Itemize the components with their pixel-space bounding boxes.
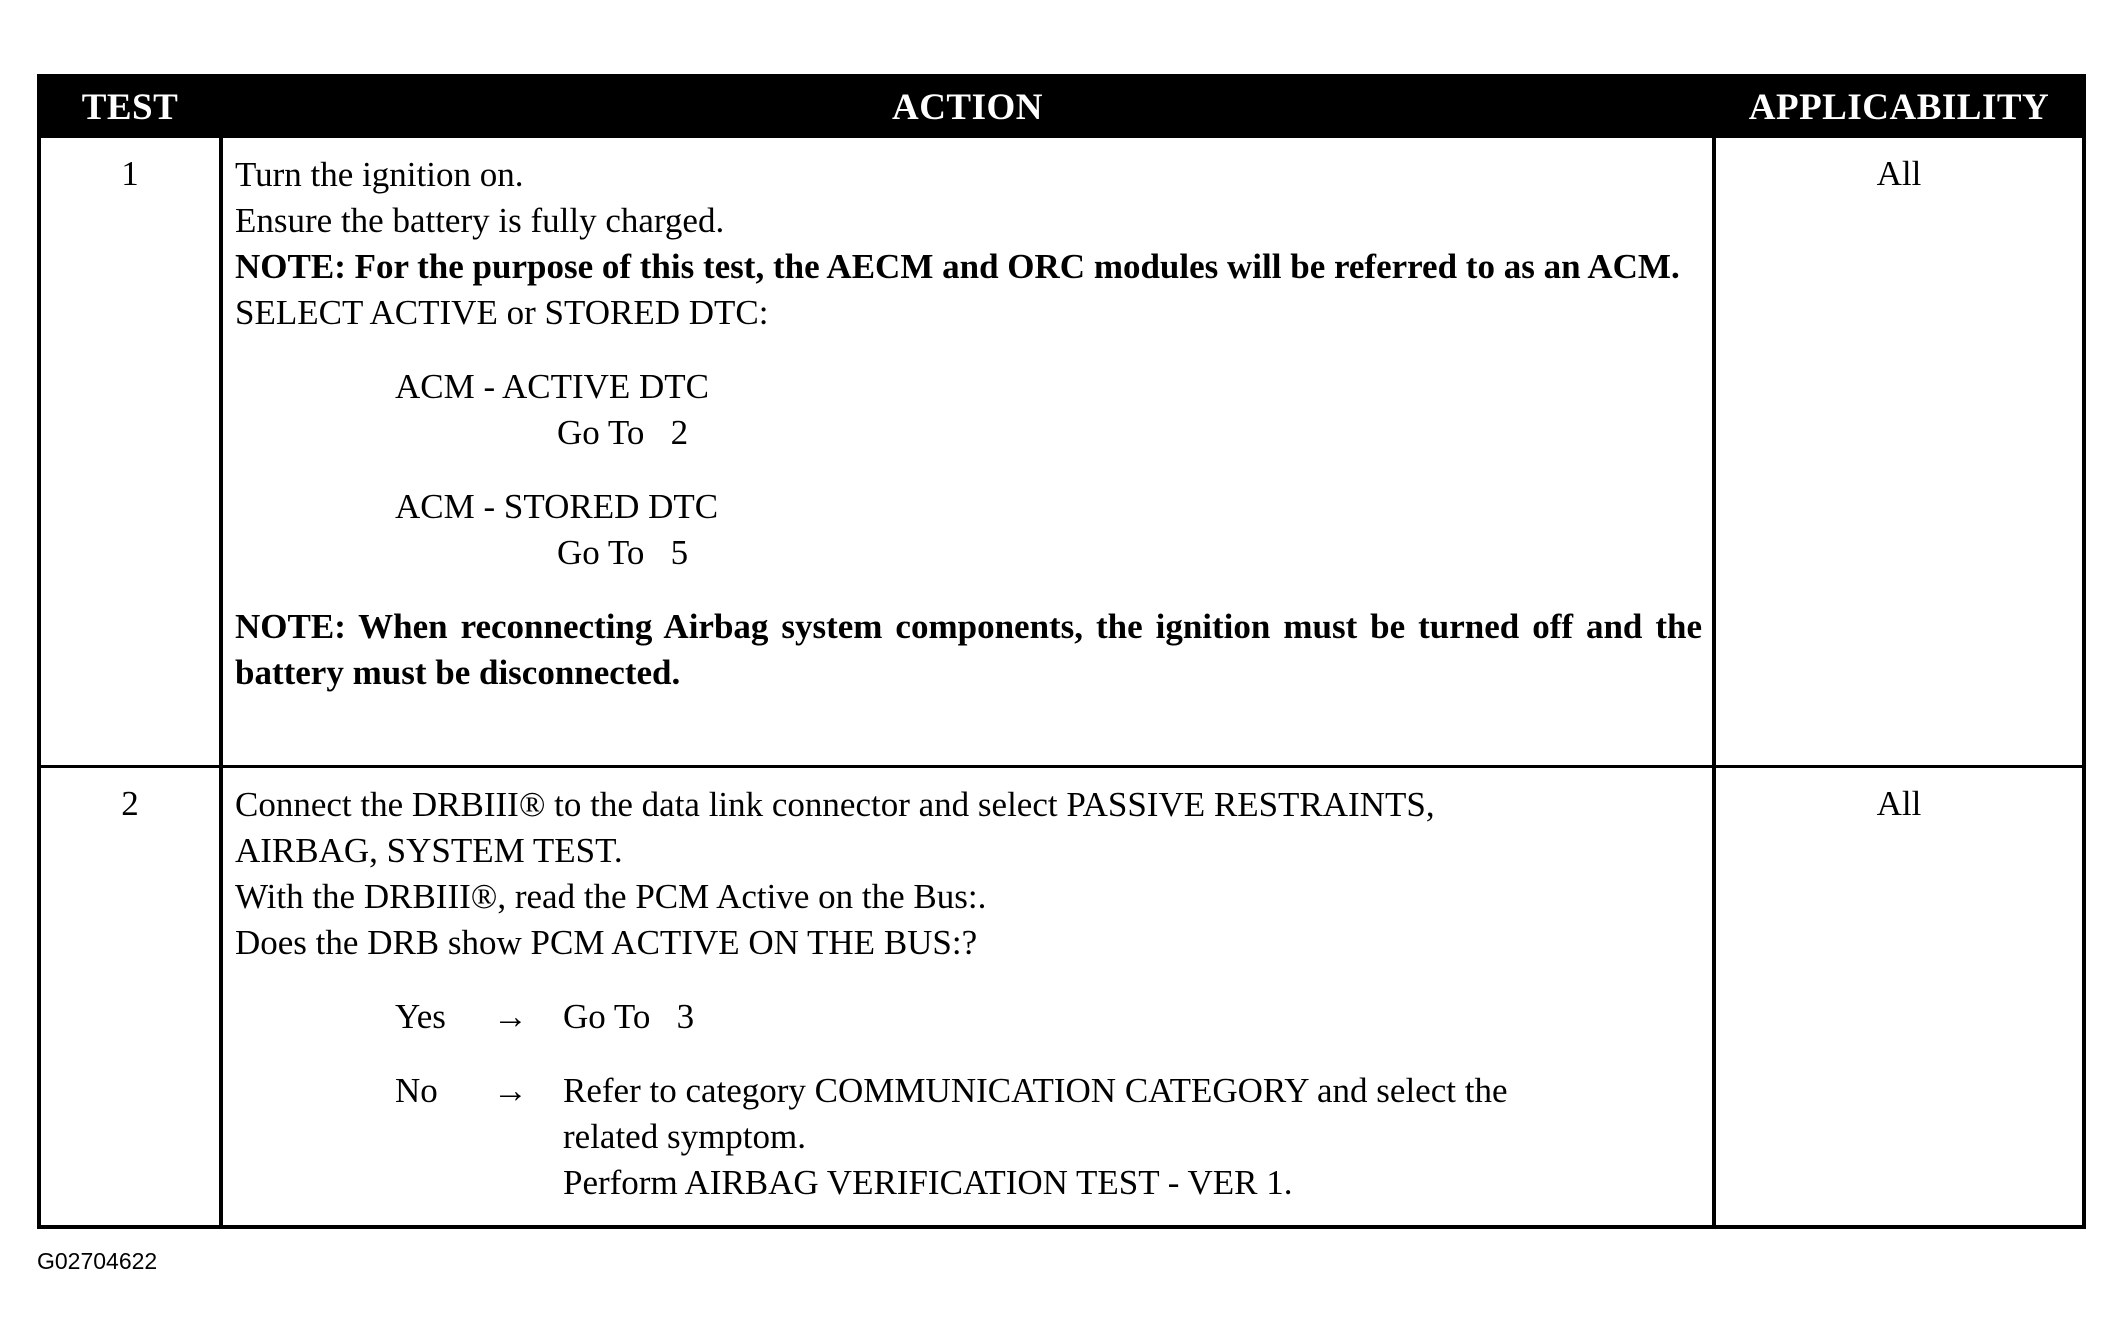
diagnostic-test-table (37, 74, 2086, 1229)
action-step: SELECT ACTIVE or STORED DTC: (235, 293, 769, 332)
applicability-value: All (1876, 784, 1922, 823)
arrow-right-icon: → (493, 1071, 528, 1110)
answer-goto: Go To 3 (563, 997, 695, 1036)
table-row (41, 138, 2082, 765)
action-step: AIRBAG, SYSTEM TEST. (235, 831, 623, 870)
header-action: ACTION (891, 87, 1044, 128)
answer-label: No (395, 1071, 438, 1110)
option-label: ACM - STORED DTC (395, 487, 719, 526)
question-text: Does the DRB show PCM ACTIVE ON THE BUS:? (235, 923, 978, 962)
note-text: NOTE: When reconnecting Airbag system components, the ignition must be turned off and the battery must be disconnected. (235, 607, 1702, 692)
answer-no (235, 1068, 1702, 1206)
answer-label: Yes (395, 997, 446, 1036)
figure-code: G02704622 (37, 1248, 158, 1274)
action-step: With the DRBIII®, read the PCM Active on the Bus:. (235, 877, 987, 916)
option-label: ACM - ACTIVE DTC (395, 367, 710, 406)
action-cell (223, 768, 1712, 1225)
test-number: 2 (121, 784, 139, 823)
answer-text: Refer to category COMMUNICATION CATEGORY and select the (563, 1071, 1508, 1110)
answer-text: Perform AIRBAG VERIFICATION TEST - VER 1. (563, 1163, 1293, 1202)
note-text: NOTE: For the purpose of this test, the AECM and ORC modules will be referred to as an ACM. (235, 247, 1680, 286)
action-step: Ensure the battery is fully charged. (235, 201, 725, 240)
option-goto: Go To 5 (557, 533, 689, 572)
action-step: Turn the ignition on. (235, 155, 524, 194)
table-header (41, 78, 2082, 138)
answer-yes (235, 994, 1702, 1040)
table-row (41, 768, 2082, 1225)
arrow-right-icon: → (493, 997, 528, 1036)
answer-text: related symptom. (563, 1117, 807, 1156)
header-applicability: APPLICABILITY (1748, 87, 2050, 128)
test-number: 1 (121, 154, 139, 193)
action-step: Connect the DRBIII® to the data link connector and select PASSIVE RESTRAINTS, (235, 785, 1435, 824)
option-goto: Go To 2 (557, 413, 689, 452)
header-test: TEST (81, 87, 179, 128)
action-cell (223, 138, 1712, 765)
applicability-value: All (1876, 154, 1922, 193)
